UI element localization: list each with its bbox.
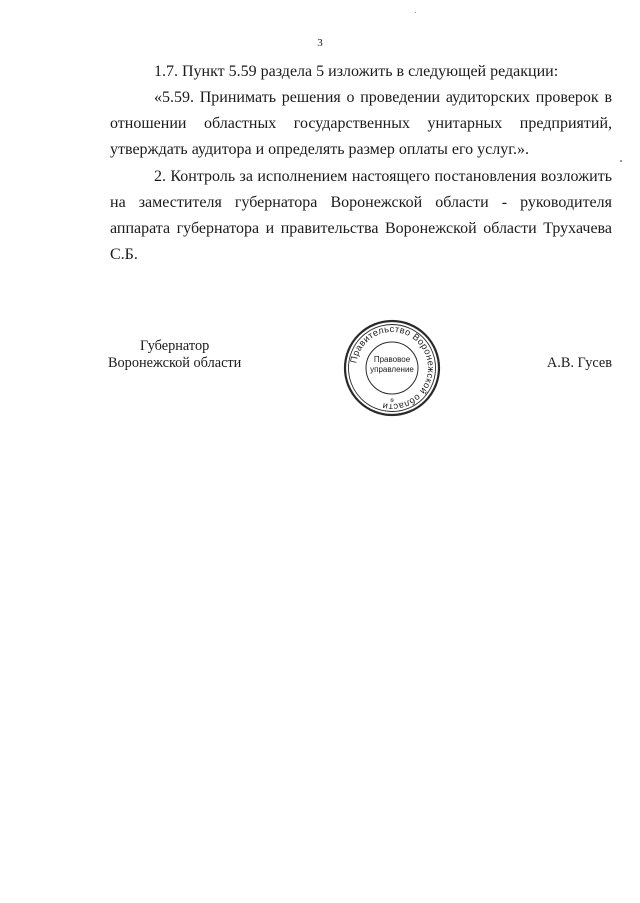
paragraph-quote-5-59: «5.59. Принимать решения о проведении аудиторских проверок в отношении областных государственных унитарных предприятий, утверждать аудитора и определять размер оплаты его услуг.». bbox=[110, 89, 612, 158]
stamp-center-line1: Правовое bbox=[373, 355, 411, 364]
scan-speck bbox=[620, 160, 622, 162]
signatory-title-line1: Губернатор bbox=[140, 338, 210, 354]
svg-text:Правительство Воронежской обла: Правительство Воронежской области bbox=[348, 323, 437, 413]
scan-speck bbox=[415, 12, 416, 13]
official-stamp bbox=[342, 318, 442, 418]
page-number: 3 bbox=[317, 37, 323, 49]
stamp-center-text bbox=[368, 355, 416, 375]
signatory-title-line2: Воронежской области bbox=[108, 355, 242, 371]
stamp-center-line2: управление bbox=[370, 365, 414, 374]
signatory-name: А.В. Гусев bbox=[546, 355, 612, 371]
paragraph-item-1-7: 1.7. Пункт 5.59 раздела 5 изложить в следующей редакции: bbox=[154, 63, 559, 80]
paragraph-item-2: 2. Контроль за исполнением настоящего постановления возложить на заместителя губернатора Воронежской области - руководителя аппарата губернатора и правительства Воронежской области Трухачева С.Б. bbox=[110, 168, 612, 263]
svg-text:ѳ: ѳ bbox=[390, 398, 394, 404]
signatory-title bbox=[108, 338, 241, 372]
